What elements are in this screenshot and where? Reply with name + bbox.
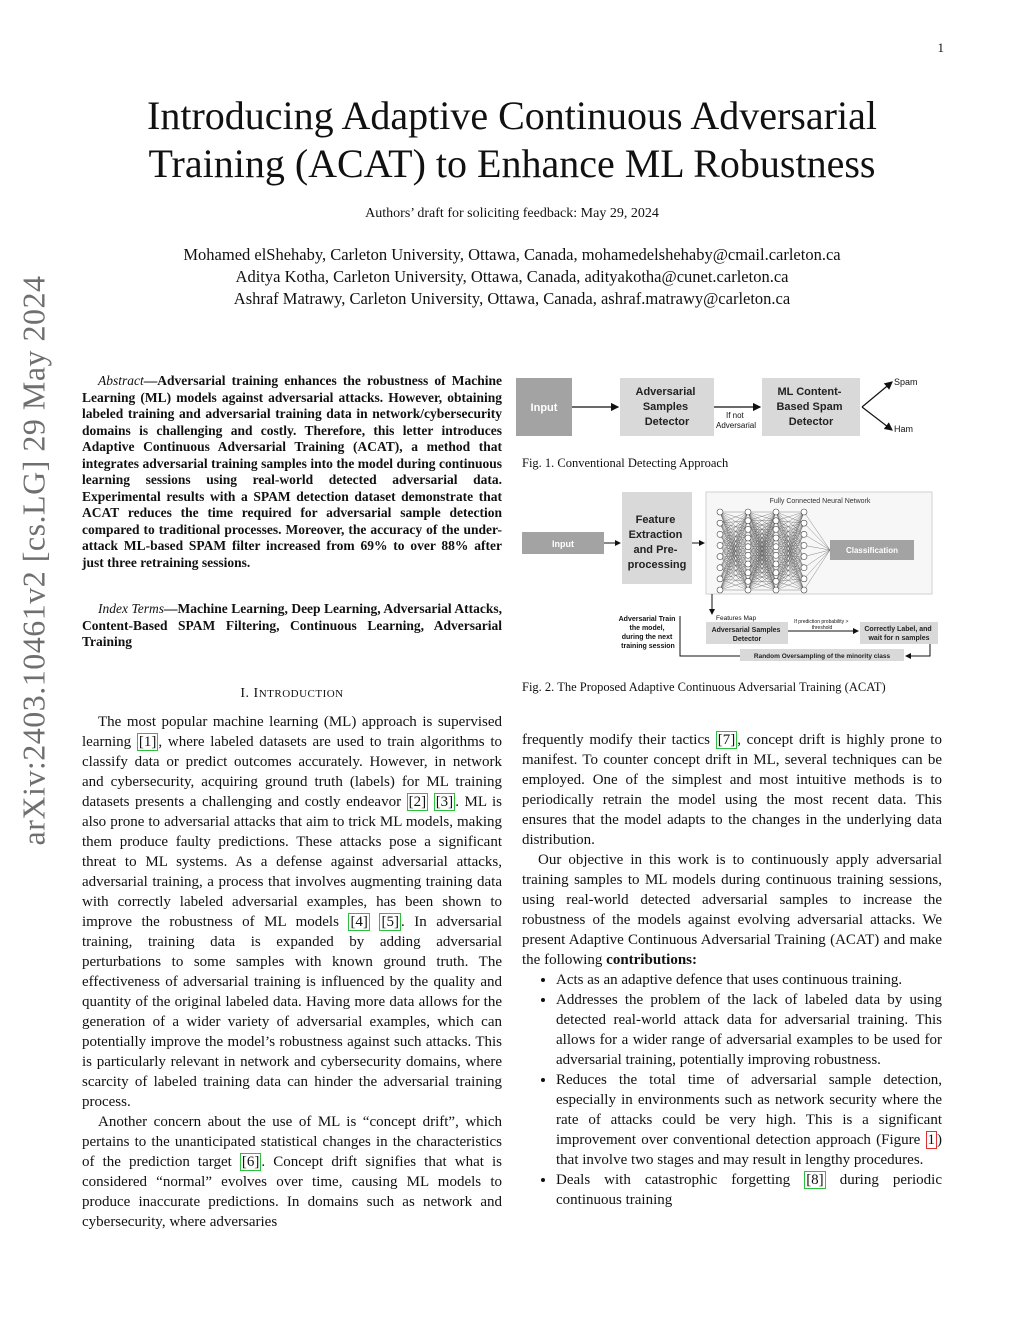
body-text: , concept drift is highly prone to manifest. To counter concept drift in ML, several techniques can be employed. One of the simplest and most intuitive methods is to periodically retrain the model using the most recent data. This ensures that the model adapts to the changes in the underlying data distribution. bbox=[522, 732, 942, 848]
citation-link[interactable]: [8] bbox=[806, 1172, 824, 1188]
nn-node bbox=[745, 552, 751, 558]
intro-text: The most popular machine learning (ML) approach is supervised learning bbox=[82, 714, 502, 750]
author-1: Mohamed elShehaby, Carleton University, Ottawa, Canada, mohamedelshehaby@cmail.carleton.ca bbox=[183, 245, 841, 264]
contributions-label: contributions: bbox=[606, 952, 697, 968]
nn-node bbox=[773, 544, 779, 550]
nn-node bbox=[717, 531, 723, 537]
arxiv-side-label: arXiv:2403.10461v2 [cs.LG] 29 May 2024 bbox=[15, 275, 52, 846]
fig2-feature-label: Feature Extraction and Pre- processing bbox=[627, 514, 687, 571]
contribution-item bbox=[556, 1070, 942, 1170]
figure-1 bbox=[516, 368, 936, 444]
nn-node bbox=[773, 552, 779, 558]
body-text: frequently modify their tactics bbox=[522, 732, 716, 748]
nn-node bbox=[801, 576, 807, 582]
nn-node bbox=[773, 518, 779, 524]
nn-node bbox=[745, 518, 751, 524]
abstract bbox=[82, 373, 502, 571]
paragraph-concept-drift bbox=[522, 730, 942, 850]
citation-link[interactable]: [1] bbox=[138, 734, 157, 750]
nn-node bbox=[801, 554, 807, 560]
intro-text: , where labeled datasets are used to train algorithms to classify data or predict outcomes accurately. However, in network and cybersecurity, acquiring ground truth (labels) for ML training datasets presents a challenging and costly endeavor bbox=[82, 734, 502, 810]
nn-node bbox=[773, 587, 779, 593]
intro-text: Another concern about the use of ML is “concept drift”, which pertains to the unanticipated statistical changes in the characteristics of the prediction target bbox=[82, 1114, 502, 1170]
section-first-letter: I bbox=[253, 686, 259, 701]
nn-node bbox=[717, 565, 723, 571]
fig2-correct-label-text: Correctly Label, and wait for n samples bbox=[864, 626, 932, 642]
intro-paragraph-1 bbox=[82, 712, 502, 1112]
intro-paragraph-2 bbox=[82, 1112, 502, 1232]
fig1-if-not-label: If not Adversarial bbox=[715, 411, 757, 430]
nn-node bbox=[773, 535, 779, 541]
body-text: Reduces the total time of adversarial sample detection, especially in environments such as network security where the rate of attacks could be very high. This is a significant improvement over conventional detection approach (Figure bbox=[556, 1072, 942, 1148]
nn-node bbox=[717, 542, 723, 548]
citation-link[interactable]: [7] bbox=[717, 732, 736, 748]
nn-node bbox=[801, 565, 807, 571]
citation-link[interactable]: [5] bbox=[381, 914, 399, 930]
body-text: Our objective in this work is to continuously apply adversarial training samples to ML models during continuous training sessions, using real-world detected adversarial samples to increase the robustness of the models against evolving adversarial attacks. We present Adaptive Continuous Adversarial Training (ACAT) and make the following bbox=[522, 852, 942, 968]
nn-node bbox=[745, 587, 751, 593]
index-terms-label: Index Terms bbox=[98, 601, 164, 616]
fig2-input-label: Input bbox=[552, 539, 574, 549]
intro-text: . In adversarial training, training data is expanded by adding adversarial perturbations to some samples with known ground truth. The effectiveness of adversarial training is influenced by the quality and quantity of the original labeled data. Having more data allows for the generation of a wider variety of adversarial examples, which can potentially improve the model’s robustness against such attacks. This is particularly relevant in network and cybersecurity domains, where scarcity of labeled training data can hinder the adversarial training process. bbox=[82, 914, 502, 1110]
body-text: ) that involve two stages and may result in lengthy procedures. bbox=[556, 1132, 942, 1168]
nn-node bbox=[745, 570, 751, 576]
citation-link[interactable]: [6] bbox=[241, 1154, 260, 1170]
section-rest: NTRODUCTION bbox=[258, 688, 344, 700]
section-heading-introduction bbox=[82, 686, 502, 702]
abstract-text: —Adversarial training enhances the robustness of Machine Learning (ML) models against adversarial attacks. However, obtaining labeled training and adversarial training data in network/cybersecurity domains is challenging and costly. Therefore, this letter introduces Adaptive Continuous Adversarial Training (ACAT), a method that integrates adversarial training samples into the model during continuous learning sessions using real-world detected adversarial data. Experimental results with a SPAM detection dataset demonstrate that ACAT reduces the time required for adversarial sample detection compared to traditional processes. Moreover, the accuracy of the under-attack ML-based SPAM filter increased from 69% to over 88% after just three retraining sessions. bbox=[82, 373, 502, 570]
intro-body bbox=[82, 712, 502, 1232]
index-terms bbox=[82, 601, 502, 651]
figure-2 bbox=[520, 490, 940, 664]
nn-node bbox=[717, 509, 723, 515]
nn-node bbox=[745, 535, 751, 541]
fig1-ham-label: Ham bbox=[894, 424, 914, 434]
nn-node bbox=[717, 554, 723, 560]
nn-node bbox=[801, 509, 807, 515]
title-line-2: Training (ACAT) to Enhance ML Robustness bbox=[148, 141, 876, 186]
abstract-label: Abstract bbox=[98, 373, 144, 388]
fig2-classification-label: Classification bbox=[845, 546, 899, 555]
figure-2-caption: Fig. 2. The Proposed Adaptive Continuous Adversarial Training (ACAT) bbox=[522, 680, 886, 694]
fig2-adv-detector-label: Adversarial Samples Detector bbox=[711, 627, 781, 643]
nn-node bbox=[745, 526, 751, 532]
contributions-list bbox=[522, 970, 942, 1210]
nn-node bbox=[745, 561, 751, 567]
fig1-ml-detector-label: ML Content- Based Spam Detector bbox=[776, 386, 843, 428]
figure-1-caption: Fig. 1. Conventional Detecting Approach bbox=[522, 456, 729, 470]
fig2-adv-train-label: Adversarial Train the model, during the next training session bbox=[618, 616, 676, 650]
author-list bbox=[80, 244, 944, 310]
nn-node bbox=[773, 561, 779, 567]
body-text: Deals with catastrophic forgetting bbox=[556, 1172, 805, 1188]
paper-title bbox=[80, 92, 944, 188]
nn-node bbox=[745, 544, 751, 550]
fig1-input-label: Input bbox=[530, 402, 558, 414]
nn-node bbox=[801, 520, 807, 526]
fig2-nn-title: Fully Connected Neural Network bbox=[769, 498, 871, 505]
fig2-if-prob-label: If prediction probability > threshold bbox=[794, 619, 849, 631]
nn-node bbox=[773, 570, 779, 576]
body-text: during periodic continuous training bbox=[556, 1172, 943, 1208]
contribution-item bbox=[556, 1170, 942, 1210]
citation-link[interactable]: [2] bbox=[408, 794, 427, 810]
nn-node bbox=[745, 509, 751, 515]
nn-node bbox=[801, 531, 807, 537]
citation-link[interactable]: [4] bbox=[350, 914, 368, 930]
author-2: Aditya Kotha, Carleton University, Ottawa, Canada, adityakotha@cunet.carleton.ca bbox=[235, 267, 789, 286]
nn-node bbox=[773, 578, 779, 584]
nn-node bbox=[745, 578, 751, 584]
fig2-oversampling-label: Random Oversampling of the minority class bbox=[753, 653, 891, 660]
draft-note: Authors’ draft for soliciting feedback: May 29, 2024 bbox=[365, 206, 659, 221]
contribution-item: • Acts as an adaptive defence that uses continuous training. bbox=[556, 970, 942, 990]
figure-ref-link[interactable]: 1 bbox=[927, 1132, 935, 1148]
paragraph-objective bbox=[522, 850, 942, 970]
author-3: Ashraf Matrawy, Carleton University, Ottawa, Canada, ashraf.matrawy@carleton.ca bbox=[233, 289, 791, 308]
nn-node bbox=[773, 509, 779, 515]
contribution-item: • Addresses the problem of the lack of labeled data by using detected real-world attack data for adversarial training. This allows for a wider range of adversarial examples to be used for adversarial training, potentially improving robustness. bbox=[556, 990, 942, 1070]
nn-node bbox=[773, 526, 779, 532]
right-column-body bbox=[522, 730, 942, 1210]
nn-node bbox=[801, 542, 807, 548]
nn-node bbox=[717, 576, 723, 582]
nn-node bbox=[717, 520, 723, 526]
fig2-features-map-label: Features Map bbox=[716, 615, 757, 622]
nn-node bbox=[801, 587, 807, 593]
fig1-detector-label: Adversarial Samples Detector bbox=[635, 386, 696, 428]
section-number: I. bbox=[240, 686, 250, 701]
intro-text: . Concept drift signifies that what is considered “normal” evolves over time, causing ML models to produce inaccurate predictions. In domains such as network and cybersecurity, where adversaries bbox=[82, 1154, 502, 1230]
nn-node bbox=[717, 587, 723, 593]
index-terms-text: —Machine Learning, Deep Learning, Adversarial Attacks, Content-Based SPAM Filtering, Continuous Learning, Adversarial Training bbox=[82, 601, 502, 649]
title-line-1: Introducing Adaptive Continuous Adversarial bbox=[147, 93, 877, 138]
page-number: 1 bbox=[937, 40, 944, 55]
fig1-spam-label: Spam bbox=[894, 377, 918, 387]
citation-link[interactable]: [3] bbox=[435, 794, 454, 810]
intro-text: . ML is also prone to adversarial attacks that aim to trick ML models, making them produce faulty predictions. These attacks pose a significant threat to ML systems. As a defense against adversarial attacks, adversarial training, a process that involves augmenting training data with correctly labeled adversarial examples, has been shown to improve the robustness of ML models bbox=[82, 794, 502, 930]
